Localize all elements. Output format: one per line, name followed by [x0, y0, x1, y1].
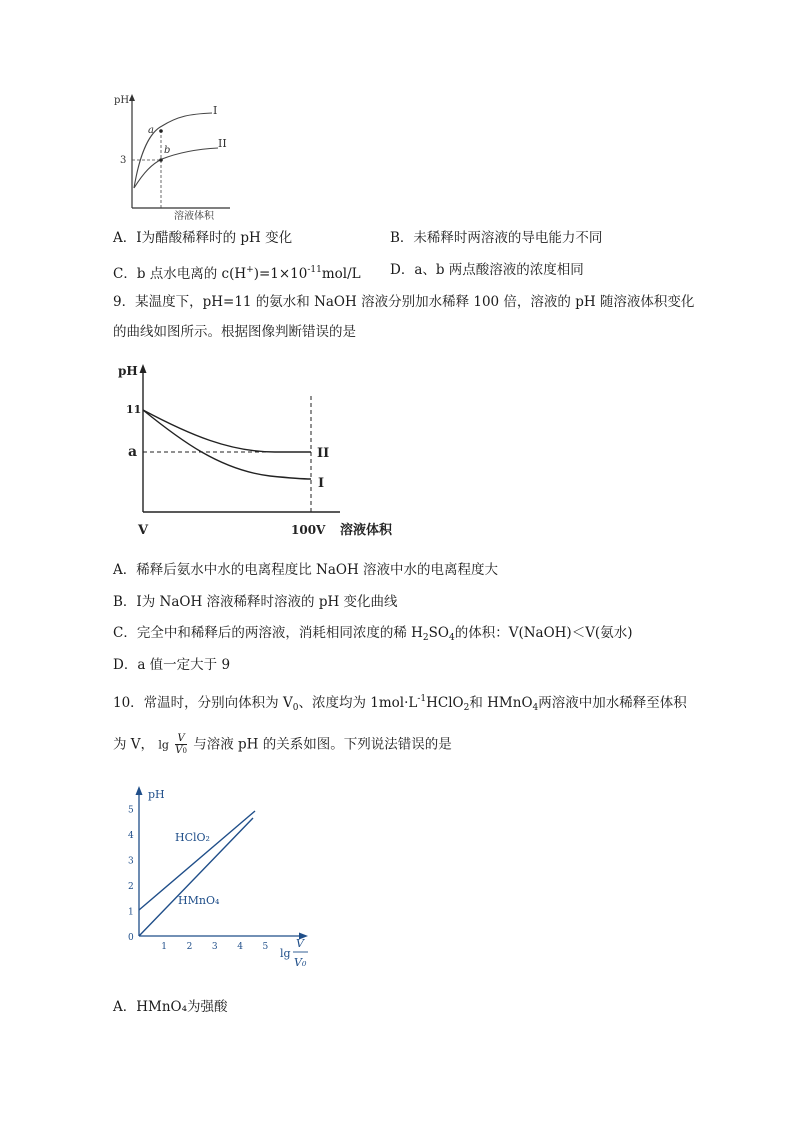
fig1-point-a	[159, 129, 163, 133]
q9-option-a: A．稀释后氨水中水的电离程度比 NaOH 溶液中水的电离程度大	[113, 562, 499, 578]
q10-stem-sub4: 4	[532, 703, 539, 713]
q9-y-tick-11: 11	[126, 403, 142, 416]
q10-label-hclo2: HClO₂	[175, 831, 210, 844]
q10-lg: lg	[158, 738, 169, 752]
q10-frac-num: V	[175, 733, 187, 745]
q9-x-label: 溶液体积	[340, 523, 393, 538]
q9-x-tick-100v: 100V	[291, 523, 326, 537]
q9-label-II: II	[317, 446, 330, 461]
fig1-label-b: b	[164, 145, 171, 156]
q10-label-hmno4: HMnO₄	[178, 894, 220, 907]
q9-y-tick-a: a	[128, 444, 138, 460]
q9-option-c-sub1: 2	[422, 633, 429, 643]
fig1-y-tick-3: 3	[120, 155, 127, 166]
q9-y-label: pH	[118, 364, 138, 378]
q9-x-tick-v: V	[138, 523, 149, 538]
q10-y-tick-4: 4	[128, 831, 134, 841]
fig1-x-label: 溶液体积	[174, 211, 214, 222]
q8-option-c-sup2: -11	[307, 265, 322, 275]
q10-x-label-lg: lg	[280, 947, 291, 960]
q9-option-c	[113, 624, 632, 647]
q10-y-tick-1: 1	[128, 907, 134, 918]
q9-label-I: I	[318, 476, 325, 491]
q8-option-c-sup1: +	[246, 265, 254, 275]
q9-option-b: B．Ⅰ为 NaOH 溶液稀释时溶液的 pH 变化曲线	[113, 594, 398, 610]
q8-option-c-post: mol/L	[321, 266, 361, 282]
q8-option-c	[113, 261, 361, 283]
fig1-point-b	[159, 158, 163, 162]
q10-x-tick-1: 1	[161, 942, 168, 952]
fig1-y-label: pH	[114, 95, 130, 106]
q10-y-tick-0: 0	[128, 933, 134, 943]
q10-x-tick-5: 5	[262, 942, 269, 952]
q9-option-c-post: 的体积：V(NaOH)＜V(氨水)	[454, 625, 633, 641]
q9-y-arrow	[140, 364, 147, 373]
q10-y-tick-5: 5	[128, 805, 134, 816]
fig1-curve-II	[134, 148, 218, 188]
q10-chart	[120, 780, 320, 980]
q9-option-c-pre: C．完全中和稀释后的两溶液，消耗相同浓度的稀 H	[113, 625, 423, 641]
q9-option-d: D．a 值一定大于 9	[113, 657, 231, 673]
q10-stem-sub0: 0	[292, 703, 299, 713]
q8-option-a: A．Ⅰ为醋酸稀释时的 pH 变化	[113, 230, 293, 246]
q9-curve-II	[143, 410, 311, 452]
q10-y-arrow	[136, 786, 143, 795]
q8-option-c-mid: )=1×10	[253, 266, 308, 282]
q10-y-tick-2: 2	[128, 882, 134, 892]
q10-stem-line2	[113, 733, 452, 757]
q10-stem-post: 两溶液中加水稀释至体积	[538, 695, 687, 711]
q10-y-label: pH	[148, 788, 165, 801]
q10-stem2-post: 与溶液 pH 的关系如图。下列说法错误的是	[193, 736, 452, 753]
q9-chart	[110, 360, 410, 545]
q10-stem-mid: 、浓度均为 1mol·L	[298, 695, 418, 711]
q10-stem2-pre: 为 V，	[113, 736, 155, 753]
q8-option-c-pre: C．b 点水电离的 c(H	[113, 266, 247, 282]
q9-curve-I	[143, 410, 311, 479]
q10-stem-line1	[113, 690, 687, 717]
q10-stem-and: 和 HMnO	[469, 695, 533, 711]
q9-stem-line1: 9．某温度下，pH=11 的氨水和 NaOH 溶液分别加水稀释 100 倍，溶液的 pH 随溶液体积变化	[113, 294, 695, 310]
q10-x-tick-2: 2	[186, 942, 193, 952]
q10-x-label-num: V	[296, 937, 304, 950]
q9-option-c-sub2: 4	[448, 633, 455, 643]
fig1-curve-I	[134, 113, 212, 188]
fig1-chart	[110, 92, 240, 222]
q10-fraction	[175, 733, 187, 757]
q10-stem-pre: 10．常温时，分别向体积为 V	[113, 695, 293, 711]
q8-option-b: B．未稀释时两溶液的导电能力不同	[390, 230, 603, 246]
q10-frac-den-sub: 0	[182, 747, 187, 755]
q10-x-tick-4: 4	[237, 942, 243, 952]
q10-option-a: A．HMnO₄为强酸	[113, 999, 228, 1015]
q10-y-tick-3: 3	[128, 856, 134, 867]
q10-x-label-den: V₀	[294, 956, 307, 969]
fig1-label-I: I	[213, 104, 218, 117]
q8-option-d: D．a、b 两点酸溶液的浓度相同	[390, 262, 584, 278]
q10-x-tick-3: 3	[211, 942, 218, 952]
q10-stem-sup: -1	[417, 694, 427, 704]
q10-frac-den: V	[175, 745, 183, 756]
fig1-y-arrow	[129, 94, 135, 101]
fig1-label-II: II	[218, 137, 227, 150]
q10-stem-sub2: 2	[463, 703, 470, 713]
q10-stem-hclo: HClO	[426, 695, 464, 711]
q9-option-c-mid: SO	[428, 625, 449, 641]
q9-stem-line2: 的曲线如图所示。根据图像判断错误的是	[113, 324, 356, 340]
fig1-label-a: a	[148, 125, 154, 136]
